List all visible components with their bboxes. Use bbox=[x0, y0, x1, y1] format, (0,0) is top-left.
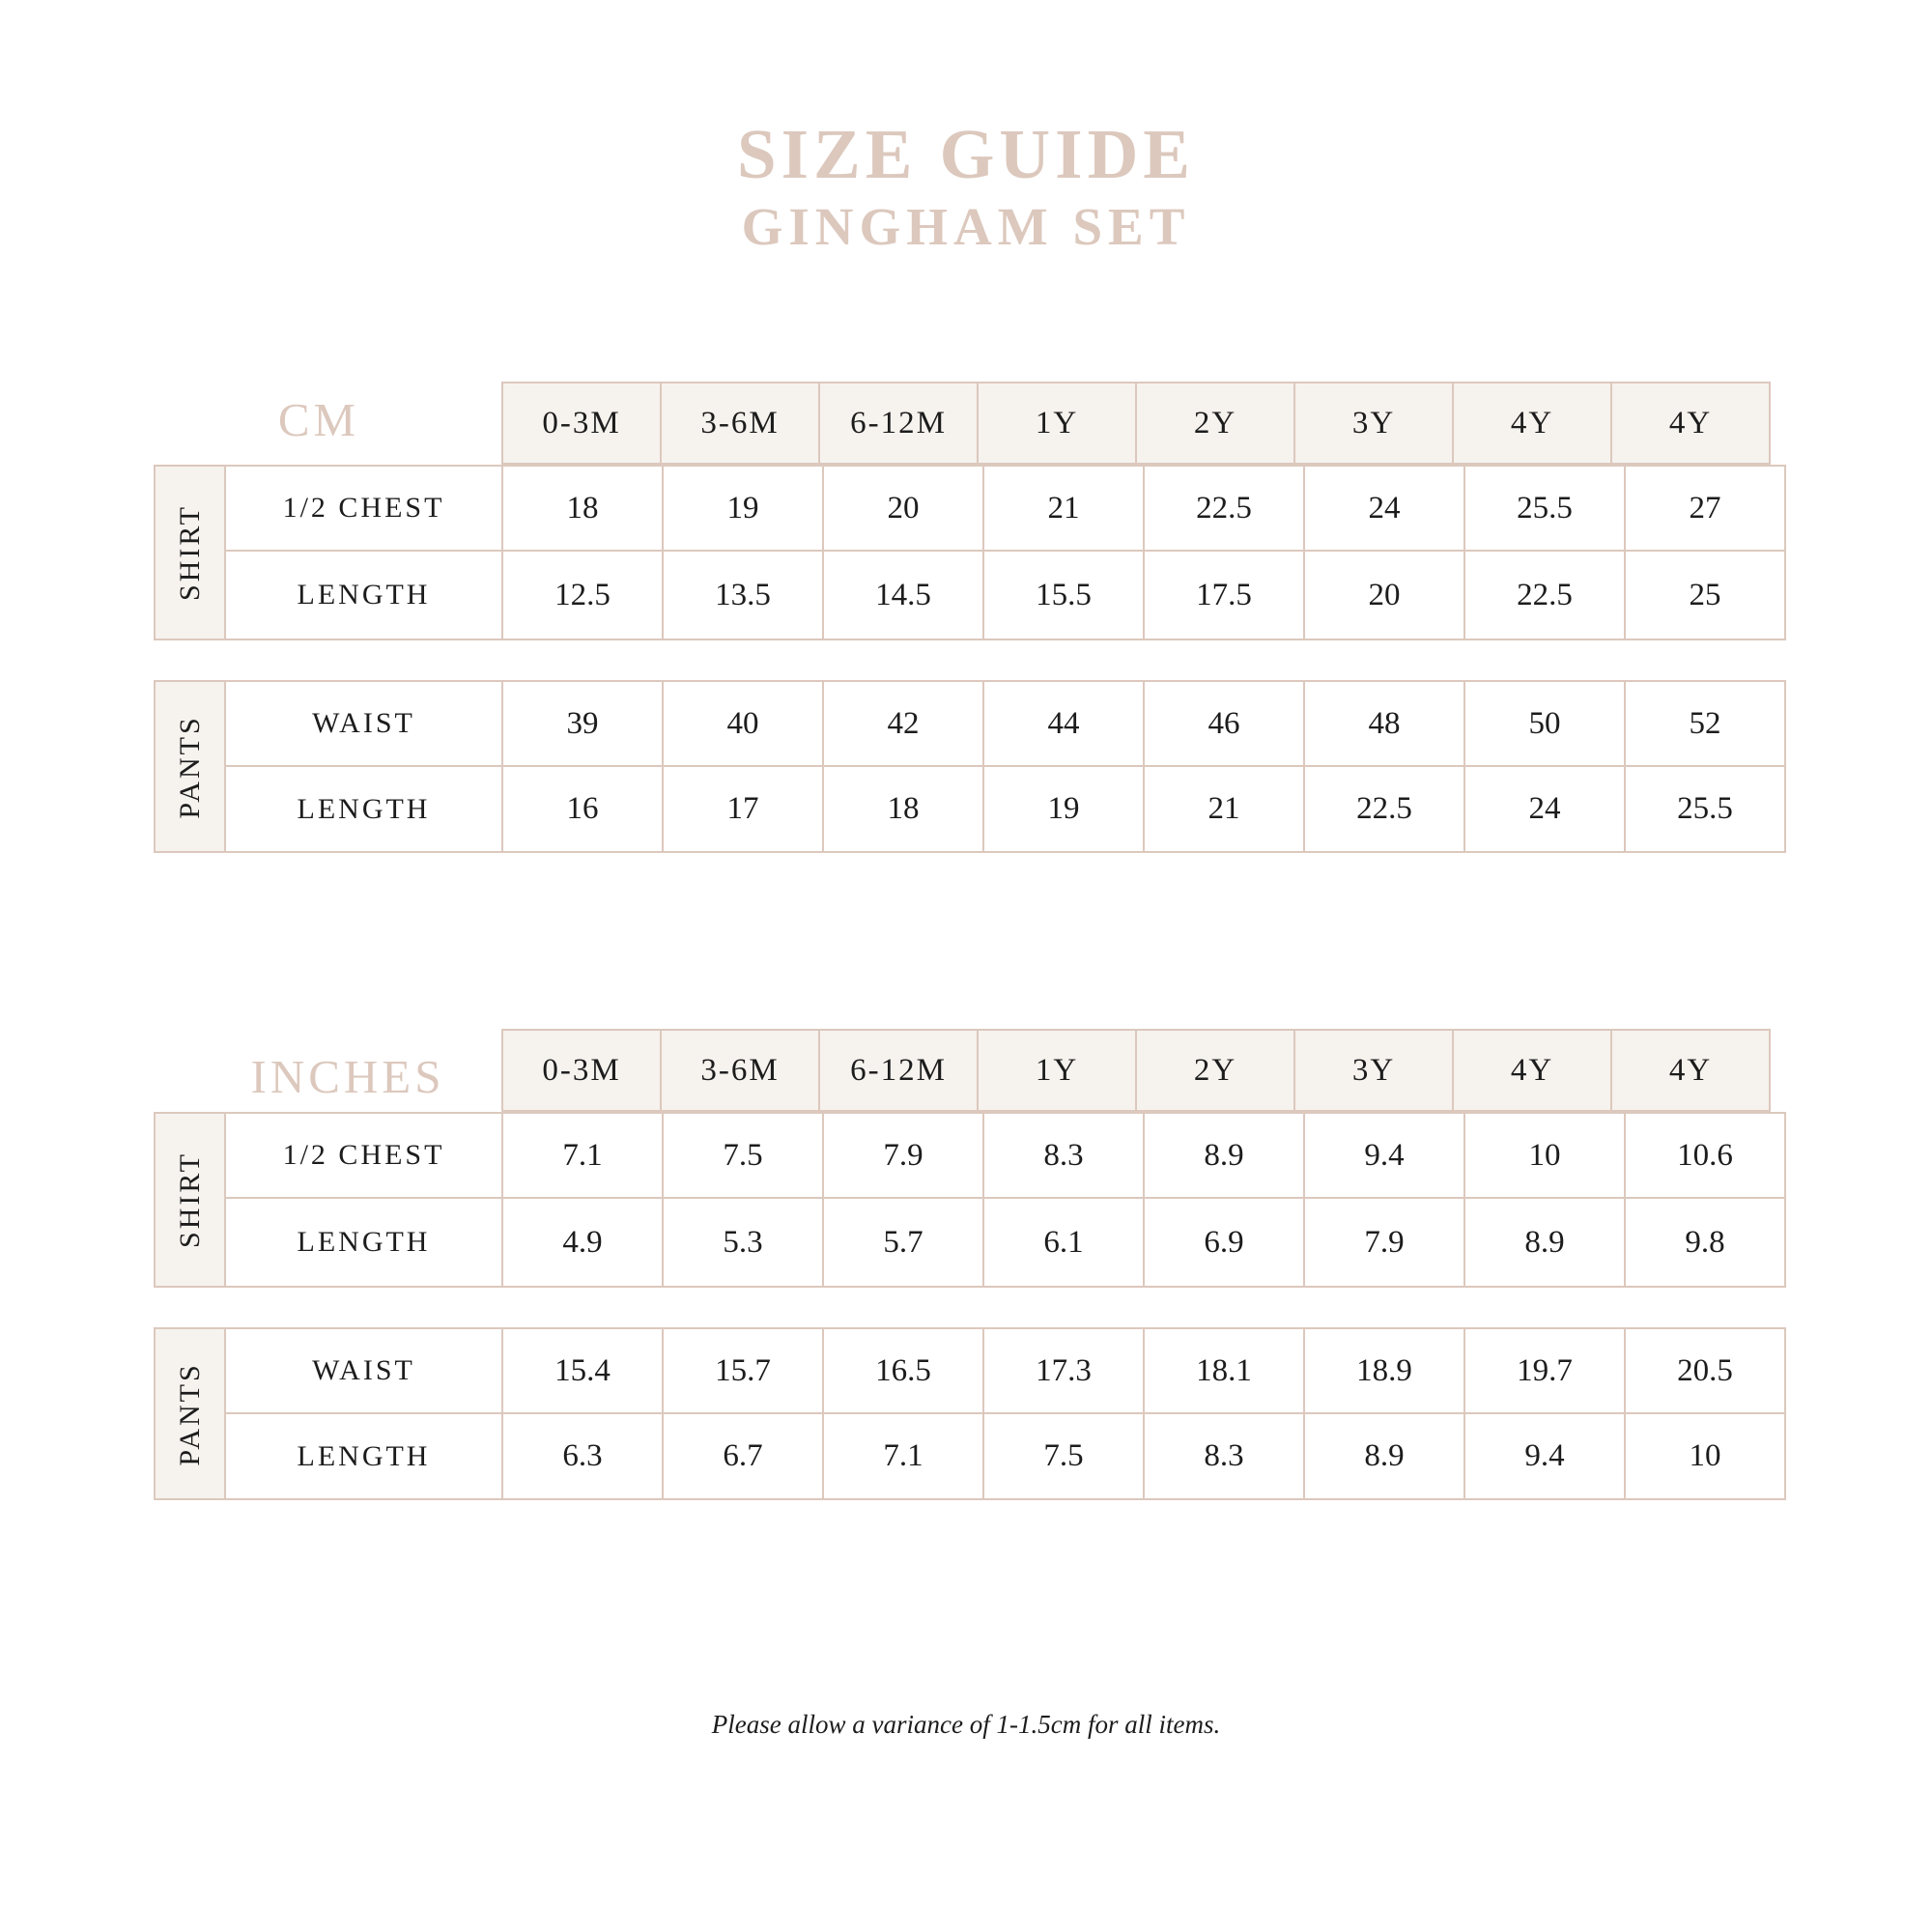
table-cell: 24 bbox=[1303, 465, 1465, 552]
table-cell: 8.3 bbox=[982, 1112, 1145, 1199]
table-row bbox=[224, 1412, 1786, 1500]
table-cell: 21 bbox=[1143, 765, 1305, 853]
table-cell: 17.3 bbox=[982, 1327, 1145, 1414]
row-label: LENGTH bbox=[224, 550, 503, 640]
shirt-group bbox=[154, 1112, 1786, 1288]
table-cell: 17.5 bbox=[1143, 550, 1305, 640]
table-cell: 6.3 bbox=[501, 1412, 664, 1500]
size-header-cell: 6-12M bbox=[818, 1029, 979, 1112]
table-cell: 7.9 bbox=[822, 1112, 984, 1199]
table-row bbox=[224, 1197, 1786, 1288]
size-header-cell: 3Y bbox=[1293, 382, 1454, 465]
table-cell: 7.1 bbox=[501, 1112, 664, 1199]
size-header-row bbox=[501, 382, 1771, 465]
row-label: 1/2 CHEST bbox=[224, 465, 503, 552]
variance-note: Please allow a variance of 1-1.5cm for all items. bbox=[711, 1710, 1221, 1739]
group-label-pants bbox=[154, 680, 226, 853]
table-cell: 15.5 bbox=[982, 550, 1145, 640]
group-label-text: SHIRT bbox=[173, 504, 206, 601]
size-header-cell: 3-6M bbox=[660, 1029, 820, 1112]
table-cell: 17 bbox=[662, 765, 824, 853]
table-cell: 10.6 bbox=[1624, 1112, 1786, 1199]
table-cell: 42 bbox=[822, 680, 984, 767]
table-row bbox=[224, 550, 1786, 640]
row-label: LENGTH bbox=[224, 1412, 503, 1500]
size-header-cell: 0-3M bbox=[501, 382, 662, 465]
size-header-cell: 2Y bbox=[1135, 1029, 1295, 1112]
table-cell: 15.4 bbox=[501, 1327, 664, 1414]
table-cell: 8.3 bbox=[1143, 1412, 1305, 1500]
table-cell: 18.9 bbox=[1303, 1327, 1465, 1414]
table-cell: 24 bbox=[1463, 765, 1626, 853]
table-cell: 9.4 bbox=[1463, 1412, 1626, 1500]
table-cell: 22.5 bbox=[1143, 465, 1305, 552]
size-header-row bbox=[501, 1029, 1771, 1112]
table-cell: 13.5 bbox=[662, 550, 824, 640]
shirt-group bbox=[154, 465, 1786, 640]
unit-label-cm: CM bbox=[277, 393, 360, 446]
table-cell: 39 bbox=[501, 680, 664, 767]
table-cell: 18 bbox=[501, 465, 664, 552]
size-header-cell: 4Y bbox=[1452, 1029, 1612, 1112]
table-cell: 15.7 bbox=[662, 1327, 824, 1414]
row-label: 1/2 CHEST bbox=[224, 1112, 503, 1199]
page-title: SIZE GUIDE bbox=[737, 115, 1195, 193]
size-header-cell: 4Y bbox=[1610, 382, 1771, 465]
size-header-cell: 3Y bbox=[1293, 1029, 1454, 1112]
table-cell: 50 bbox=[1463, 680, 1626, 767]
table-row bbox=[224, 1112, 1786, 1199]
table-cell: 4.9 bbox=[501, 1197, 664, 1288]
table-cell: 20.5 bbox=[1624, 1327, 1786, 1414]
table-cell: 7.9 bbox=[1303, 1197, 1465, 1288]
group-label-shirt bbox=[154, 1112, 226, 1288]
row-label: LENGTH bbox=[224, 765, 503, 853]
table-cell: 6.9 bbox=[1143, 1197, 1305, 1288]
size-header-cell: 1Y bbox=[977, 382, 1137, 465]
table-cell: 12.5 bbox=[501, 550, 664, 640]
row-label: LENGTH bbox=[224, 1197, 503, 1288]
table-row bbox=[224, 680, 1786, 767]
table-cell: 25.5 bbox=[1463, 465, 1626, 552]
row-label: WAIST bbox=[224, 1327, 503, 1414]
table-cell: 8.9 bbox=[1143, 1112, 1305, 1199]
size-header-cell: 4Y bbox=[1452, 382, 1612, 465]
pants-group bbox=[154, 680, 1786, 853]
table-cell: 18 bbox=[822, 765, 984, 853]
size-header-cell: 2Y bbox=[1135, 382, 1295, 465]
table-cell: 19 bbox=[662, 465, 824, 552]
table-cell: 5.3 bbox=[662, 1197, 824, 1288]
table-cell: 8.9 bbox=[1463, 1197, 1626, 1288]
table-cell: 9.4 bbox=[1303, 1112, 1465, 1199]
table-cell: 6.7 bbox=[662, 1412, 824, 1500]
table-row bbox=[224, 465, 1786, 552]
table-cell: 22.5 bbox=[1463, 550, 1626, 640]
group-label-shirt bbox=[154, 465, 226, 640]
table-cell: 7.1 bbox=[822, 1412, 984, 1500]
table-cell: 7.5 bbox=[662, 1112, 824, 1199]
page-subtitle: GINGHAM SET bbox=[741, 197, 1191, 256]
table-cell: 14.5 bbox=[822, 550, 984, 640]
table-cell: 16.5 bbox=[822, 1327, 984, 1414]
group-label-pants bbox=[154, 1327, 226, 1500]
table-cell: 8.9 bbox=[1303, 1412, 1465, 1500]
table-cell: 10 bbox=[1624, 1412, 1786, 1500]
size-header-cell: 1Y bbox=[977, 1029, 1137, 1112]
table-cell: 48 bbox=[1303, 680, 1465, 767]
table-cell: 52 bbox=[1624, 680, 1786, 767]
group-label-text: SHIRT bbox=[173, 1151, 206, 1248]
size-header-cell: 6-12M bbox=[818, 382, 979, 465]
table-cell: 5.7 bbox=[822, 1197, 984, 1288]
table-cell: 10 bbox=[1463, 1112, 1626, 1199]
table-cell: 25 bbox=[1624, 550, 1786, 640]
table-row bbox=[224, 1327, 1786, 1414]
table-cell: 20 bbox=[822, 465, 984, 552]
size-header-cell: 4Y bbox=[1610, 1029, 1771, 1112]
table-cell: 22.5 bbox=[1303, 765, 1465, 853]
size-header-cell: 3-6M bbox=[660, 382, 820, 465]
table-cell: 27 bbox=[1624, 465, 1786, 552]
table-cell: 6.1 bbox=[982, 1197, 1145, 1288]
size-header-cell: 0-3M bbox=[501, 1029, 662, 1112]
unit-label-inches: INCHES bbox=[250, 1050, 445, 1103]
group-label-text: PANTS bbox=[173, 714, 206, 819]
table-row bbox=[224, 765, 1786, 853]
table-cell: 46 bbox=[1143, 680, 1305, 767]
table-cell: 40 bbox=[662, 680, 824, 767]
table-cell: 25.5 bbox=[1624, 765, 1786, 853]
table-cell: 19.7 bbox=[1463, 1327, 1626, 1414]
table-cell: 44 bbox=[982, 680, 1145, 767]
table-cell: 18.1 bbox=[1143, 1327, 1305, 1414]
row-label: WAIST bbox=[224, 680, 503, 767]
table-cell: 16 bbox=[501, 765, 664, 853]
table-cell: 20 bbox=[1303, 550, 1465, 640]
table-cell: 7.5 bbox=[982, 1412, 1145, 1500]
table-cell: 21 bbox=[982, 465, 1145, 552]
table-cell: 9.8 bbox=[1624, 1197, 1786, 1288]
group-label-text: PANTS bbox=[173, 1361, 206, 1466]
table-cell: 19 bbox=[982, 765, 1145, 853]
pants-group bbox=[154, 1327, 1786, 1500]
